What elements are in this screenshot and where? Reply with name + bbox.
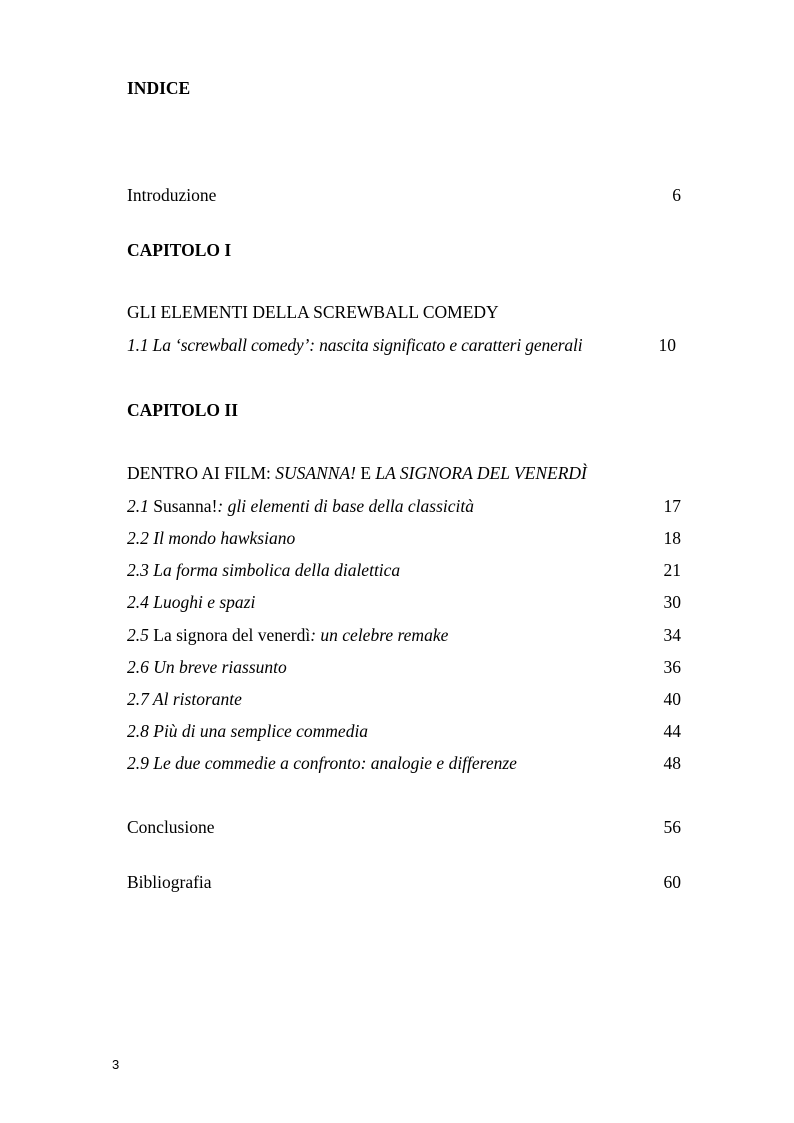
toc-entry-film-title: Susanna! xyxy=(153,496,218,516)
toc-entry-label: 2.2 Il mondo hawksiano xyxy=(127,528,296,548)
toc-entry-label: 2.6 Un breve riassunto xyxy=(127,657,287,677)
toc-entry-2-1[interactable] xyxy=(127,495,681,517)
toc-entry-label: Conclusione xyxy=(127,817,215,837)
toc-entry-2-5[interactable] xyxy=(127,624,681,646)
toc-entry-label: Bibliografia xyxy=(127,872,212,892)
toc-entry-label: 2.3 La forma simbolica della dialettica xyxy=(127,560,401,580)
chapter-2-label: CAPITOLO II xyxy=(127,400,239,420)
toc-entry-bibliografia[interactable] xyxy=(127,871,681,893)
toc-page-number: 44 xyxy=(663,721,681,741)
toc-page-number: 34 xyxy=(663,625,681,645)
toc-entry-film-title: La signora del venerdì xyxy=(153,625,311,645)
chapter-2-title-film-2: LA SIGNORA DEL VENERDÌ xyxy=(375,463,587,483)
toc-entry-1-1[interactable] xyxy=(127,334,681,356)
toc-entry-2-6[interactable] xyxy=(127,656,681,678)
toc-page-number: 56 xyxy=(663,817,681,837)
toc-entry-2-8[interactable] xyxy=(127,720,681,742)
toc-entry-label: 2.7 Al ristorante xyxy=(127,689,242,709)
toc-entry-label: Introduzione xyxy=(127,185,217,205)
toc-page-number: 40 xyxy=(663,689,681,709)
toc-page-number: 30 xyxy=(663,592,681,612)
toc-page-number: 10 xyxy=(658,335,676,355)
toc-entry-label: 2.9 Le due commedie a confronto: analogie e differenze xyxy=(127,753,517,773)
toc-entry-conclusione[interactable] xyxy=(127,816,681,838)
chapter-2-title-film-1: SUSANNA! xyxy=(275,463,356,483)
toc-entry-2-2[interactable] xyxy=(127,527,681,549)
chapter-2-title-prefix: DENTRO AI FILM: xyxy=(127,463,276,483)
page-number: 3 xyxy=(112,1057,120,1072)
toc-entry-label: 2.8 Più di una semplice commedia xyxy=(127,721,369,741)
toc-entry-introduzione[interactable] xyxy=(127,184,681,206)
toc-page-number: 21 xyxy=(663,560,681,580)
toc-page-number: 17 xyxy=(663,496,681,516)
toc-entry-2-3[interactable] xyxy=(127,559,681,581)
toc-page-number: 36 xyxy=(663,657,681,677)
chapter-1-title: GLI ELEMENTI DELLA SCREWBALL COMEDY xyxy=(127,302,499,322)
toc-entry-2-7[interactable] xyxy=(127,688,681,710)
chapter-1-label: CAPITOLO I xyxy=(127,240,232,260)
toc-entry-number: 2.5 xyxy=(127,625,149,645)
toc-entry-2-9[interactable] xyxy=(127,752,681,774)
toc-page-number: 6 xyxy=(672,185,681,205)
chapter-2-title-conj: E xyxy=(355,463,376,483)
toc-page-number: 48 xyxy=(663,753,681,773)
page-title: INDICE xyxy=(127,78,191,98)
toc-entry-label: : gli elementi di base della classicità xyxy=(217,496,475,516)
toc-entry-label: 2.4 Luoghi e spazi xyxy=(127,592,256,612)
toc-entry-label: : un celebre remake xyxy=(310,625,449,645)
toc-page-number: 60 xyxy=(663,872,681,892)
chapter-2-title xyxy=(127,462,681,484)
toc-entry-label: 1.1 La ‘screwball comedy’: nascita significato e caratteri generali xyxy=(127,335,583,355)
toc-entry-number: 2.1 xyxy=(127,496,149,516)
toc-entry-2-4[interactable] xyxy=(127,591,681,613)
toc-page-number: 18 xyxy=(663,528,681,548)
